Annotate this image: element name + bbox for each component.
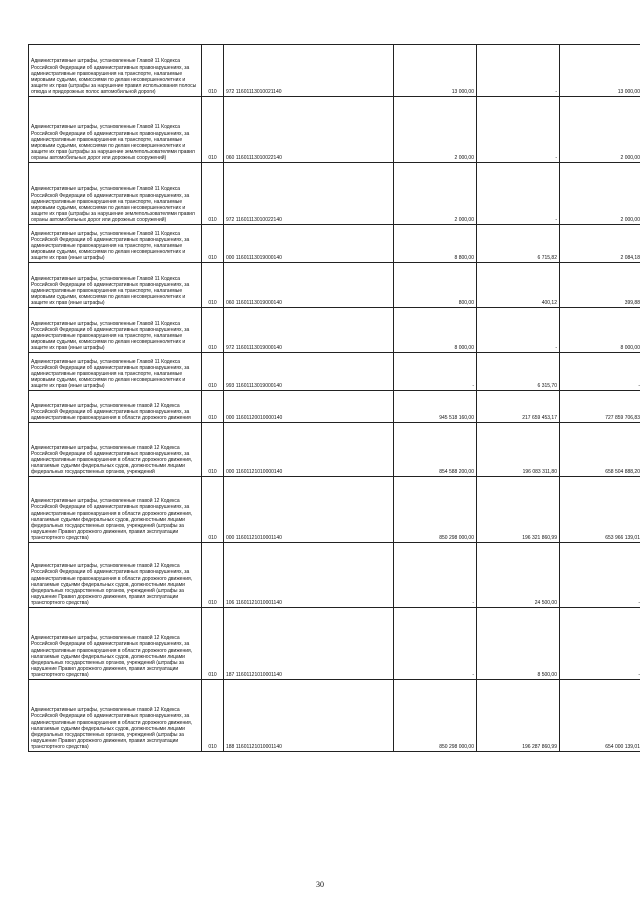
row-budget-code: 000 11601121010001140	[224, 477, 394, 543]
row-executed-amount: 217 659 453,17	[477, 391, 560, 423]
row-name: Административные штрафы, установленные главой 12 Кодекса Российской Федерации об административных правонарушениях, за административные правонарушения в области дорожного движения, налагаемые судьями федеральных судов, должностными лицами федеральных государственных органов, учреждений (штрафы за нарушение Правил дорожного движения, правил эксплуатации транспортного средства)	[29, 477, 202, 543]
budget-execution-table	[28, 44, 640, 752]
row-executed-amount: -	[477, 45, 560, 97]
row-approved-amount: 854 588 200,00	[394, 423, 477, 477]
row-unexecuted-amount: 399,88	[560, 263, 640, 308]
table-row	[29, 608, 640, 680]
table-row	[29, 423, 640, 477]
row-name: Административные штрафы, установленные Главой 11 Кодекса Российской Федерации об административных правонарушениях, за административные правонарушения на транспорте, налагаемые мировыми судьями, комиссиями по делам несовершеннолетних и защите их прав (иные штрафы)	[29, 225, 202, 263]
row-unexecuted-amount: 658 504 888,20	[560, 423, 640, 477]
row-executed-amount: -	[477, 163, 560, 225]
row-approved-amount: 2 000,00	[394, 97, 477, 163]
row-line-code: 010	[202, 680, 224, 752]
table-row	[29, 225, 640, 263]
row-approved-amount: 800,00	[394, 263, 477, 308]
row-name: Административные штрафы, установленные Главой 11 Кодекса Российской Федерации об административных правонарушениях, за административные правонарушения на транспорте, налагаемые мировыми судьями, комиссиями по делам несовершеннолетних и защите их прав (штрафы за нарушение землепользователями правил охраны автомобильных дорог или дорожных сооружений)	[29, 163, 202, 225]
row-unexecuted-amount: 2 000,00	[560, 97, 640, 163]
row-line-code: 010	[202, 225, 224, 263]
row-executed-amount: 196 083 311,80	[477, 423, 560, 477]
row-name: Административные штрафы, установленные главой 12 Кодекса Российской Федерации об административных правонарушениях, за административные правонарушения в области дорожного движения, налагаемые судьями федеральных судов, должностными лицами федеральных государственных органов, учреждений (штрафы за нарушение Правил дорожного движения, правил эксплуатации транспортного средства)	[29, 543, 202, 608]
row-executed-amount: 6 315,70	[477, 353, 560, 391]
row-name: Административные штрафы, установленные Главой 11 Кодекса Российской Федерации об административных правонарушениях, за административные правонарушения на транспорте, налагаемые мировыми судьями, комиссиями по делам несовершеннолетних и защите их прав (иные штрафы)	[29, 353, 202, 391]
row-unexecuted-amount: 727 859 706,83	[560, 391, 640, 423]
row-name: Административные штрафы, установленные Главой 11 Кодекса Российской Федерации об административных правонарушениях, за административные правонарушения на транспорте, налагаемые мировыми судьями, комиссиями по делам несовершеннолетних и защите их прав (иные штрафы)	[29, 308, 202, 353]
row-approved-amount: 8 800,00	[394, 225, 477, 263]
row-budget-code: 000 11601121010000140	[224, 423, 394, 477]
row-budget-code: 000 11601113019000140	[224, 225, 394, 263]
table-row	[29, 477, 640, 543]
row-line-code: 010	[202, 543, 224, 608]
row-approved-amount: 2 000,00	[394, 163, 477, 225]
row-approved-amount: -	[394, 608, 477, 680]
table-row	[29, 308, 640, 353]
row-budget-code: 972 11601113019000140	[224, 308, 394, 353]
row-name: Административные штрафы, установленные главой 12 Кодекса Российской Федерации об административных правонарушениях, за административные правонарушения в области дорожного движения, налагаемые судьями федеральных судов, должностными лицами федеральных государственных органов, учреждений (штрафы за нарушение Правил дорожного движения, правил эксплуатации транспортного средства)	[29, 680, 202, 752]
row-unexecuted-amount: 8 000,00	[560, 308, 640, 353]
row-approved-amount: 945 518 160,00	[394, 391, 477, 423]
row-budget-code: 972 11601113010022140	[224, 163, 394, 225]
row-line-code: 010	[202, 45, 224, 97]
row-unexecuted-amount: -	[560, 353, 640, 391]
row-approved-amount: -	[394, 543, 477, 608]
row-name: Административные штрафы, установленные Главой 11 Кодекса Российской Федерации об административных правонарушениях, за административные правонарушения на транспорте, налагаемые мировыми судьями, комиссиями по делам несовершеннолетних и защите их прав (штрафы за нарушение землепользователями правил охраны автомобильных дорог или дорожных сооружений)	[29, 97, 202, 163]
row-unexecuted-amount: 2 000,00	[560, 163, 640, 225]
row-name: Административные штрафы, установленные главой 12 Кодекса Российской Федерации об административных правонарушениях, за административные правонарушения в области дорожного движения	[29, 391, 202, 423]
table-row	[29, 680, 640, 752]
row-name: Административные штрафы, установленные Главой 11 Кодекса Российской Федерации об административных правонарушениях, за административные правонарушения на транспорте, налагаемые мировыми судьями, комиссиями по делам несовершеннолетних и защите их прав (штрафы за нарушение правил использования полосы отвода и придорожных полос автомобильной дороги)	[29, 45, 202, 97]
row-name: Административные штрафы, установленные главой 12 Кодекса Российской Федерации об административных правонарушениях, за административные правонарушения в области дорожного движения, налагаемые судьями федеральных судов, должностными лицами федеральных государственных органов, учреждений	[29, 423, 202, 477]
row-line-code: 010	[202, 423, 224, 477]
row-budget-code: 188 11601121010001140	[224, 680, 394, 752]
row-executed-amount: -	[477, 97, 560, 163]
row-name: Административные штрафы, установленные Главой 11 Кодекса Российской Федерации об административных правонарушениях, за административные правонарушения на транспорте, налагаемые мировыми судьями, комиссиями по делам несовершеннолетних и защите их прав (иные штрафы)	[29, 263, 202, 308]
row-budget-code: 060 11601113010022140	[224, 97, 394, 163]
row-executed-amount: 400,12	[477, 263, 560, 308]
row-executed-amount: 8 500,00	[477, 608, 560, 680]
row-line-code: 010	[202, 391, 224, 423]
row-unexecuted-amount: -	[560, 543, 640, 608]
row-budget-code: 993 11601113019000140	[224, 353, 394, 391]
table-body	[29, 45, 640, 752]
row-unexecuted-amount: 13 000,00	[560, 45, 640, 97]
row-line-code: 010	[202, 97, 224, 163]
table-row	[29, 45, 640, 97]
row-name: Административные штрафы, установленные главой 12 Кодекса Российской Федерации об административных правонарушениях, за административные правонарушения в области дорожного движения, налагаемые судьями федеральных судов, должностными лицами федеральных государственных органов, учреждений (штрафы за нарушение Правил дорожного движения, правил эксплуатации транспортного средства)	[29, 608, 202, 680]
row-budget-code: 000 11601120010000140	[224, 391, 394, 423]
row-line-code: 010	[202, 308, 224, 353]
row-approved-amount: 13 000,00	[394, 45, 477, 97]
row-unexecuted-amount: 653 966 139,01	[560, 477, 640, 543]
row-unexecuted-amount: 654 000 139,01	[560, 680, 640, 752]
row-unexecuted-amount: -	[560, 608, 640, 680]
row-executed-amount: 196 321 860,99	[477, 477, 560, 543]
row-executed-amount: 196 287 860,99	[477, 680, 560, 752]
row-line-code: 010	[202, 263, 224, 308]
row-executed-amount: -	[477, 308, 560, 353]
row-executed-amount: 6 715,82	[477, 225, 560, 263]
table-row	[29, 97, 640, 163]
row-budget-code: 060 11601113019000140	[224, 263, 394, 308]
row-executed-amount: 24 500,00	[477, 543, 560, 608]
row-unexecuted-amount: 2 084,18	[560, 225, 640, 263]
row-approved-amount: 850 298 000,00	[394, 477, 477, 543]
row-approved-amount: 8 000,00	[394, 308, 477, 353]
row-approved-amount: 850 298 000,00	[394, 680, 477, 752]
row-line-code: 010	[202, 353, 224, 391]
row-line-code: 010	[202, 477, 224, 543]
row-budget-code: 106 11601121010001140	[224, 543, 394, 608]
table-row	[29, 543, 640, 608]
table-row	[29, 263, 640, 308]
row-budget-code: 187 11601121010001140	[224, 608, 394, 680]
table-row	[29, 163, 640, 225]
row-approved-amount: -	[394, 353, 477, 391]
row-budget-code: 972 11601113010021140	[224, 45, 394, 97]
table-row	[29, 353, 640, 391]
row-line-code: 010	[202, 163, 224, 225]
row-line-code: 010	[202, 608, 224, 680]
page-number: 30	[316, 880, 324, 889]
table-row	[29, 391, 640, 423]
